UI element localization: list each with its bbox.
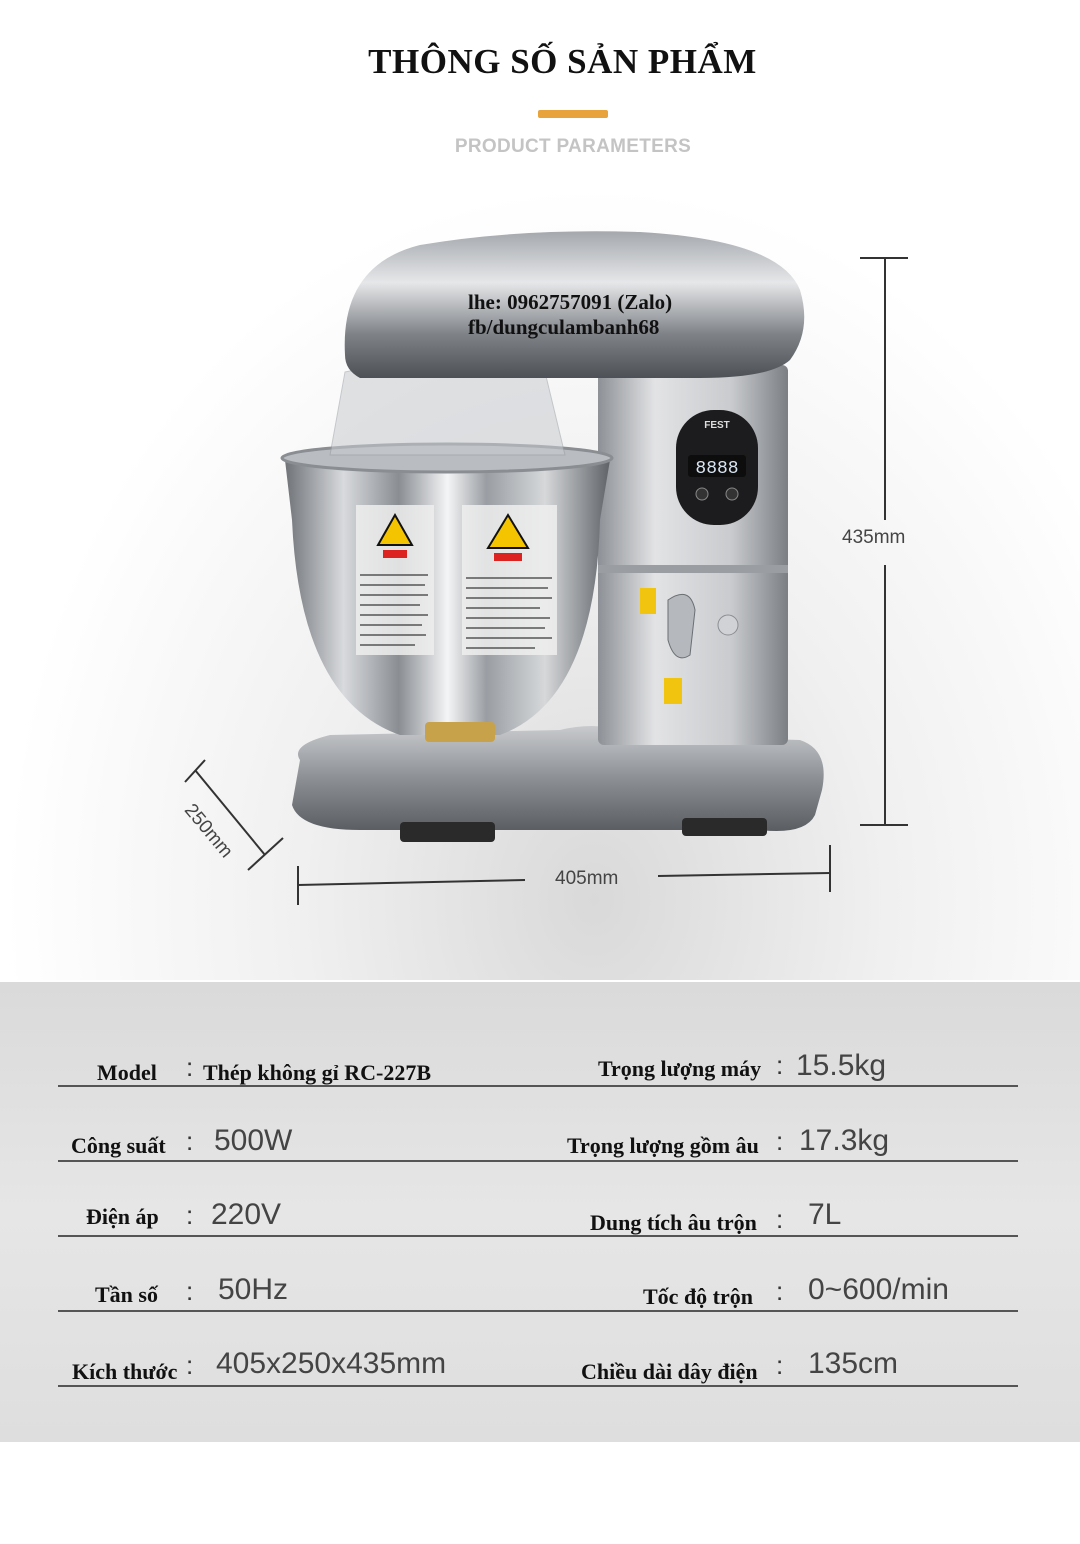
spec-colon: :	[776, 1050, 784, 1080]
page-title: THÔNG SỐ SẢN PHẨM	[368, 42, 757, 81]
spec-colon: :	[186, 1052, 194, 1082]
spec-label-frequency: Tần số	[95, 1282, 158, 1307]
row-divider	[58, 1385, 1018, 1387]
spec-value-bowl-capacity: 7L	[808, 1198, 842, 1231]
spec-colon: :	[776, 1126, 784, 1156]
spec-value-weight-with-bowl: 17.3kg	[799, 1124, 890, 1157]
digital-display: 8888	[695, 459, 739, 479]
height-dimension-label: 435mm	[842, 527, 906, 548]
spec-colon: :	[776, 1350, 784, 1380]
page-subtitle: PRODUCT PARAMETERS	[454, 136, 692, 157]
spec-value-dimensions: 405x250x435mm	[216, 1347, 447, 1380]
spec-label-bowl-capacity: Dung tích âu trộn	[590, 1210, 757, 1235]
contact-facebook: fb/dungculambanh68	[468, 315, 660, 339]
spec-label-model: Model	[97, 1060, 157, 1085]
contact-info	[468, 290, 672, 340]
spec-label-power: Công suất	[71, 1133, 166, 1158]
spec-colon: :	[186, 1276, 194, 1306]
spec-colon: :	[776, 1204, 784, 1234]
spec-label-weight-with-bowl: Trọng lượng gồm âu	[567, 1133, 759, 1158]
row-divider	[58, 1310, 1018, 1312]
spec-value-voltage: 220V	[211, 1198, 282, 1231]
spec-label-voltage: Điện áp	[86, 1204, 159, 1229]
spec-colon: :	[776, 1276, 784, 1306]
contact-phone: lhe: 0962757091 (Zalo)	[468, 290, 673, 314]
spec-table	[0, 982, 1080, 1442]
spec-value-cord-length: 135cm	[808, 1347, 899, 1380]
spec-colon: :	[186, 1200, 194, 1230]
depth-dimension-label: 250mm	[179, 800, 237, 863]
spec-label-mixing-speed: Tốc độ trộn	[643, 1284, 753, 1309]
spec-label-dimensions: Kích thước	[72, 1359, 178, 1384]
row-divider	[58, 1085, 1018, 1087]
row-divider	[58, 1160, 1018, 1162]
spec-label-machine-weight: Trọng lượng máy	[598, 1056, 762, 1081]
width-dimension-label: 405mm	[555, 868, 619, 889]
spec-colon: :	[186, 1126, 194, 1156]
row-divider	[58, 1235, 1018, 1237]
spec-value-mixing-speed: 0~600/min	[808, 1273, 949, 1306]
spec-value-frequency: 50Hz	[218, 1273, 289, 1306]
brand-logo: FEST	[704, 420, 730, 431]
spec-label-cord-length: Chiều dài dây điện	[581, 1359, 758, 1384]
spec-colon: :	[186, 1350, 194, 1380]
spec-value-machine-weight: 15.5kg	[796, 1049, 887, 1082]
spec-value-power: 500W	[214, 1124, 293, 1157]
spec-value-model: Thép không gỉ RC-227B	[203, 1060, 432, 1085]
